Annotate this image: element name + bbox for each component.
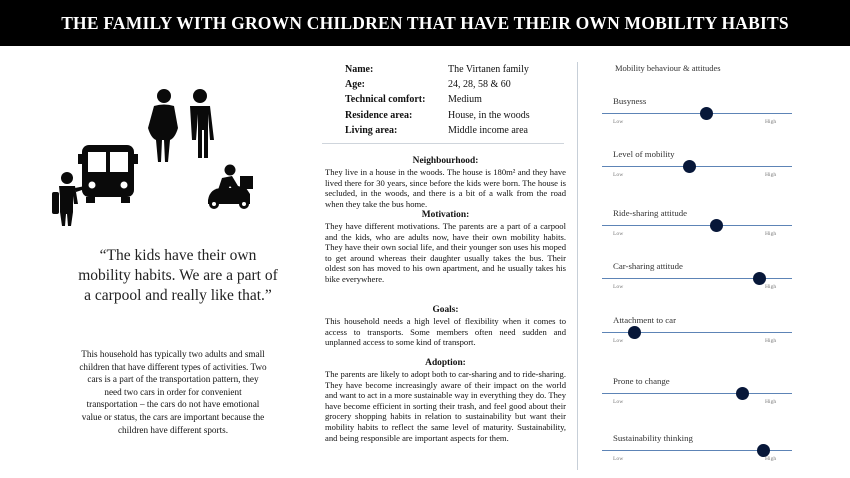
slider-high-label: High bbox=[765, 284, 777, 290]
slider-sustainability-thinking bbox=[602, 433, 792, 473]
section-text: This household needs a high level of flexibility when it comes to access to transports. Some members often need sudden and unplanned access to some kind of transport. bbox=[325, 316, 566, 348]
page-title: THE FAMILY WITH GROWN CHILDREN THAT HAVE THEIR OWN MOBILITY HABITS bbox=[61, 12, 789, 33]
section-heading: Goals: bbox=[432, 305, 459, 315]
slider-low-label: Low bbox=[613, 338, 624, 344]
slider-low-label: Low bbox=[613, 284, 624, 290]
section-heading: Adoption: bbox=[425, 358, 466, 368]
divider bbox=[322, 143, 564, 144]
slider-label: Attachment to car bbox=[613, 315, 677, 325]
slider-low-label: Low bbox=[613, 119, 624, 125]
moped-rider-icon bbox=[208, 165, 253, 210]
page-header bbox=[0, 0, 850, 46]
woman-icon bbox=[148, 89, 178, 162]
persona-quote: “The kids have their own mobility habits. We are a part of a carpool and really like that.” bbox=[78, 247, 278, 304]
profile-block bbox=[325, 62, 566, 138]
profile-row-age: Age: 24, 28, 58 & 60 bbox=[345, 79, 511, 91]
slider-low-label: Low bbox=[613, 172, 624, 178]
profile-row-living-area: Living area: Middle income area bbox=[345, 124, 528, 136]
slider-high-label: High bbox=[765, 399, 777, 405]
section-heading: Motivation: bbox=[421, 210, 470, 220]
slider-low-label: Low bbox=[613, 456, 624, 462]
slider-track bbox=[602, 113, 792, 114]
slider-attachment-to-car bbox=[602, 315, 792, 355]
slider-track bbox=[602, 166, 792, 167]
section-text: They live in a house in the woods. The house is 180m² and they have lived there for 30 years, since before the kids were born. The house is secluded, in the woods, and there is a bit of a walk from the road when they take the bus home. bbox=[325, 167, 566, 209]
slider-label: Level of mobility bbox=[613, 149, 675, 159]
slider-high-label: High bbox=[765, 119, 777, 125]
slider-level-of-mobility bbox=[602, 149, 792, 189]
slider-high-label: High bbox=[765, 456, 777, 462]
section-goals bbox=[325, 305, 566, 348]
slider-thumb bbox=[710, 219, 723, 232]
section-text: The parents are likely to adopt both to car-sharing and to ride-sharing. They have become increasingly aware of their impact on the world and want to act in a more sustainable way in everything they do. They have become efficient in sorting their trash, and feel good about their grocery shopping habits in relation to sustainability but want their mobility habits to reflect the same level of maturity. Sustainability, and being responsible are important aspects for them. bbox=[325, 369, 566, 443]
slider-label: Prone to change bbox=[613, 376, 670, 386]
slider-label: Car-sharing attitude bbox=[613, 261, 683, 271]
profile-row-name: Name: The Virtanen family bbox=[345, 64, 529, 75]
slider-low-label: Low bbox=[613, 399, 624, 405]
slider-label: Ride-sharing attitude bbox=[613, 208, 688, 218]
slider-label: Sustainability thinking bbox=[613, 433, 693, 443]
slider-label: Busyness bbox=[613, 96, 647, 106]
person-with-bag-icon bbox=[52, 172, 85, 226]
section-adoption bbox=[325, 358, 566, 443]
section-motivation bbox=[325, 210, 566, 285]
slider-high-label: High bbox=[765, 231, 777, 237]
man-icon bbox=[190, 89, 214, 158]
slider-high-label: High bbox=[765, 172, 777, 178]
section-text: They have different motivations. The parents are a part of a carpool and the kids, who are adults now, have their own mobility habits. They have their own social life, and their younger son uses his moped to get around whereas their daughter usually takes the bus. Their oldest son has moved to his own apartment, and he usually takes his bike everywhere. bbox=[325, 221, 566, 284]
slider-thumb bbox=[628, 326, 641, 339]
slider-track bbox=[602, 225, 792, 226]
slider-thumb bbox=[736, 387, 749, 400]
slider-prone-to-change bbox=[602, 376, 792, 416]
slider-thumb bbox=[700, 107, 713, 120]
column-divider bbox=[577, 62, 578, 470]
persona-description: This household has typically two adults and small children that have different types of activities. Two cars is a part of the transportation pattern, they need two cars in order for convenient transportation – the cars do not have emotional value or status, the cars are important because the children have different sports. bbox=[79, 349, 267, 435]
slider-car-sharing-attitude bbox=[602, 261, 792, 301]
slider-busyness bbox=[602, 96, 792, 136]
mobility-title: Mobility behaviour & attitudes bbox=[615, 63, 721, 73]
section-heading: Neighbourhood: bbox=[412, 156, 479, 166]
profile-row-technical-comfort: Technical comfort: Medium bbox=[345, 94, 482, 106]
profile-row-residence-area: Residence area: House, in the woods bbox=[345, 109, 530, 121]
slider-high-label: High bbox=[765, 338, 777, 344]
bus-icon bbox=[78, 145, 138, 203]
section-neighbourhood bbox=[325, 156, 566, 209]
slider-ride-sharing-attitude bbox=[602, 208, 792, 248]
slider-track bbox=[602, 393, 792, 394]
slider-low-label: Low bbox=[613, 231, 624, 237]
slider-thumb bbox=[683, 160, 696, 173]
